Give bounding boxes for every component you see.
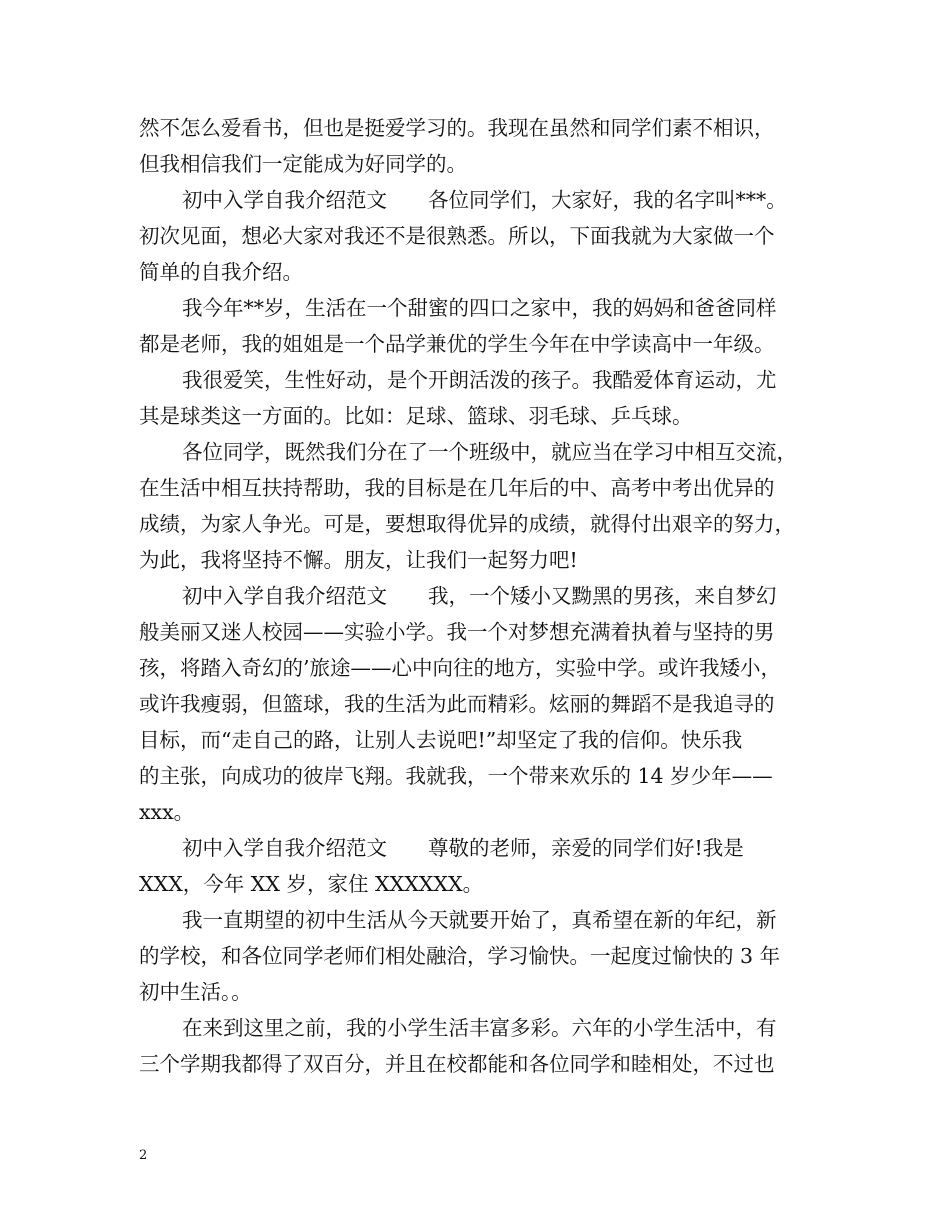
text-line: 简单的自我介绍。 bbox=[139, 260, 303, 284]
text-line: 目标，而“走自己的路，让别人去说吧!”却坚定了我的信仰。快乐我 bbox=[139, 728, 743, 752]
text-line: 为此，我将坚持不懈。朋友，让我们一起努力吧! bbox=[139, 548, 578, 572]
text-line: 我今年**岁，生活在一个甜蜜的四口之家中，我的妈妈和爸爸同样 bbox=[182, 296, 777, 320]
text-line: 都是老师，我的姐姐是一个品学兼优的学生今年在中学读高中一年级。 bbox=[139, 332, 775, 356]
text-line: 初中入学自我介绍范文 各位同学们，大家好，我的名字叫***。 bbox=[182, 188, 787, 212]
page-number: 2 bbox=[139, 1148, 148, 1163]
text-line: 三个学期我都得了双百分，并且在校都能和各位同学和睦相处，不过也 bbox=[139, 1052, 775, 1076]
text-line: 我一直期望的初中生活从今天就要开始了，真希望在新的年纪，新 bbox=[182, 908, 777, 932]
text-line: 在生活中相互扶持帮助，我的目标是在几年后的中、高考中考出优异的 bbox=[139, 476, 775, 500]
text-line: 在来到这里之前，我的小学生活丰富多彩。六年的小学生活中，有 bbox=[182, 1016, 777, 1040]
text-line: 我很爱笑，生性好动，是个开朗活泼的孩子。我酷爱体育运动，尤 bbox=[182, 368, 777, 392]
text-line: 初次见面，想必大家对我还不是很熟悉。所以，下面我就为大家做一个 bbox=[139, 224, 775, 248]
text-line: 然不怎么爱看书，但也是挺爱学习的。我现在虽然和同学们素不相识， bbox=[139, 116, 775, 140]
text-line: 初中生活。。 bbox=[139, 980, 252, 1004]
text-line: 但我相信我们一定能成为好同学的。 bbox=[139, 152, 467, 176]
text-line: 初中入学自我介绍范文 尊敬的老师，亲爱的同学们好!我是 bbox=[182, 836, 744, 860]
text-line: 成绩，为家人争光。可是，要想取得优异的成绩，就得付出艰辛的努力， bbox=[139, 512, 795, 536]
text-line: 孩，将踏入奇幻的’旅途——心中向往的地方，实验中学。或许我矮小， bbox=[139, 656, 782, 680]
text-line: 的学校，和各位同学老师们相处融洽，学习愉快。一起度过愉快的 3 年 bbox=[139, 944, 781, 968]
text-line: 般美丽又迷人校园——实验小学。我一个对梦想充满着执着与坚持的男 bbox=[139, 620, 775, 644]
text-line: 初中入学自我介绍范文 我，一个矮小又黝黑的男孩，来自梦幻 bbox=[182, 584, 777, 608]
text-line: XXX，今年 XX 岁，家住 XXXXXX。 bbox=[139, 872, 484, 896]
body-text bbox=[139, 110, 819, 1082]
text-line: xxx。 bbox=[139, 800, 195, 824]
text-line: 各位同学，既然我们分在了一个班级中，就应当在学习中相互交流， bbox=[182, 440, 797, 464]
text-line: 或许我瘦弱，但篮球，我的生活为此而精彩。炫丽的舞蹈不是我追寻的 bbox=[139, 692, 775, 716]
text-line: 的主张，向成功的彼岸飞翔。我就我，一个带来欢乐的 14 岁少年—— bbox=[139, 764, 773, 788]
text-line: 其是球类这一方面的。比如：足球、篮球、羽毛球、乒乓球。 bbox=[139, 404, 693, 428]
